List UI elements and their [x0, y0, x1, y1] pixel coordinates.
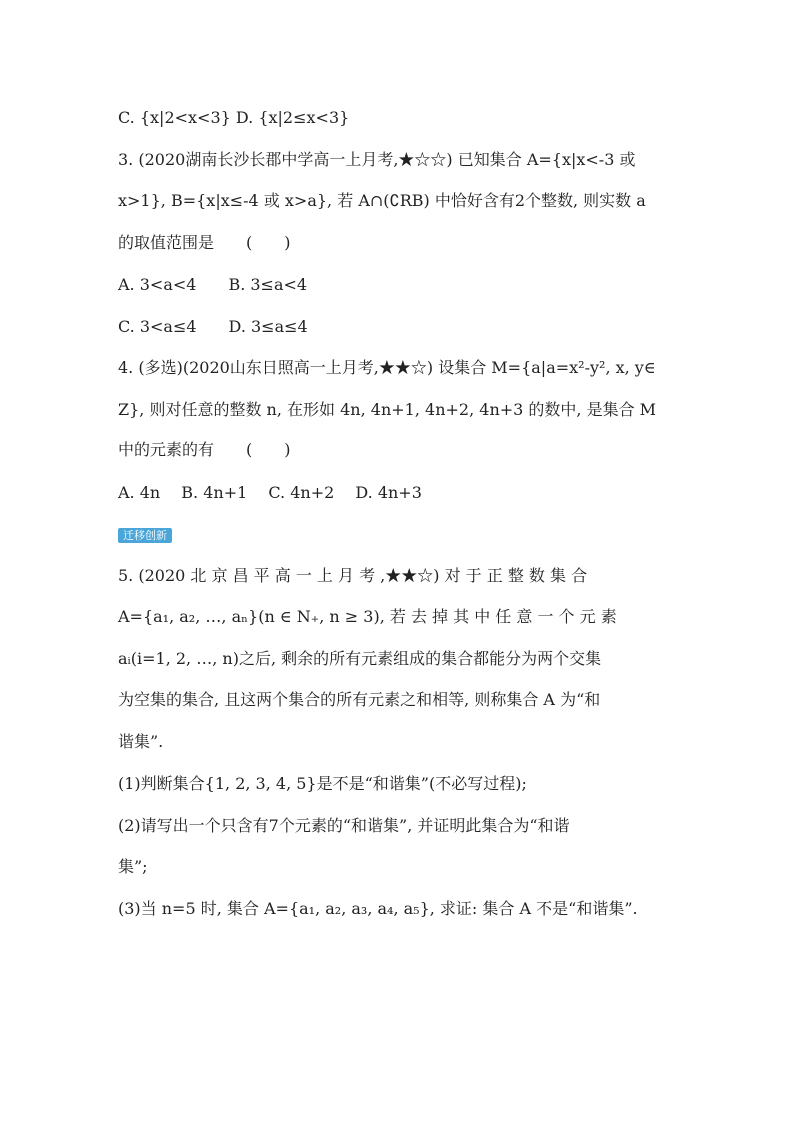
q4-options: A. 4n B. 4n+1 C. 4n+2 D. 4n+3	[118, 483, 422, 502]
q5-part1: (1)判断集合{1, 2, 3, 4, 5}是不是“和谐集”(不必写过程);	[118, 774, 527, 793]
q5-stem-line5: 谐集”.	[118, 732, 164, 751]
q3-stem-line3: 的取值范围是 ( )	[118, 233, 291, 252]
q3-options-cd: C. 3<a≤4 D. 3≤a≤4	[118, 317, 308, 336]
q3-options-ab: A. 3<a<4 B. 3≤a<4	[118, 275, 308, 294]
q5-part2-line2: 集”;	[118, 857, 148, 876]
section-tag: 迁移创新	[118, 528, 172, 543]
q5-part2-line1: (2)请写出一个只含有7个元素的“和谐集”, 并证明此集合为“和谐	[118, 816, 570, 835]
q4-stem-line3: 中的元素的有 ( )	[118, 440, 291, 459]
q2-options-cd: C. {x|2<x<3} D. {x|2≤x<3}	[118, 108, 350, 127]
q5-stem-line1: 5. (2020 北 京 昌 平 高 一 上 月 考 ,★★☆) 对 于 正 整 数 集 合	[118, 566, 588, 585]
q5-stem-line4: 为空集的集合, 且这两个集合的所有元素之和相等, 则称集合 A 为“和	[118, 690, 601, 709]
q4-stem-line2: Z}, 则对任意的整数 n, 在形如 4n, 4n+1, 4n+2, 4n+3 的数中, 是集合 M	[118, 400, 657, 419]
q3-stem-line2: x>1}, B={x|x≤-4 或 x>a}, 若 A∩(∁RB) 中恰好含有2个整数, 则实数 a	[118, 191, 646, 210]
q3-stem-line1: 3. (2020湖南长沙长郡中学高一上月考,★☆☆) 已知集合 A={x|x<-3 或	[118, 150, 636, 169]
q4-stem-line1: 4. (多选)(2020山东日照高一上月考,★★☆) 设集合 M={a|a=x²-y², x, y∈	[118, 358, 656, 377]
q5-part3: (3)当 n=5 时, 集合 A={a₁, a₂, a₃, a₄, a₅}, 求证: 集合 A 不是“和谐集”.	[118, 899, 638, 918]
q5-stem-line3: aᵢ(i=1, 2, …, n)之后, 剩余的所有元素组成的集合都能分为两个交集	[118, 649, 602, 668]
q5-stem-line2: A={a₁, a₂, …, aₙ}(n ∈ N₊, n ≥ 3), 若 去 掉 其 中 任 意 一 个 元 素	[118, 607, 617, 626]
